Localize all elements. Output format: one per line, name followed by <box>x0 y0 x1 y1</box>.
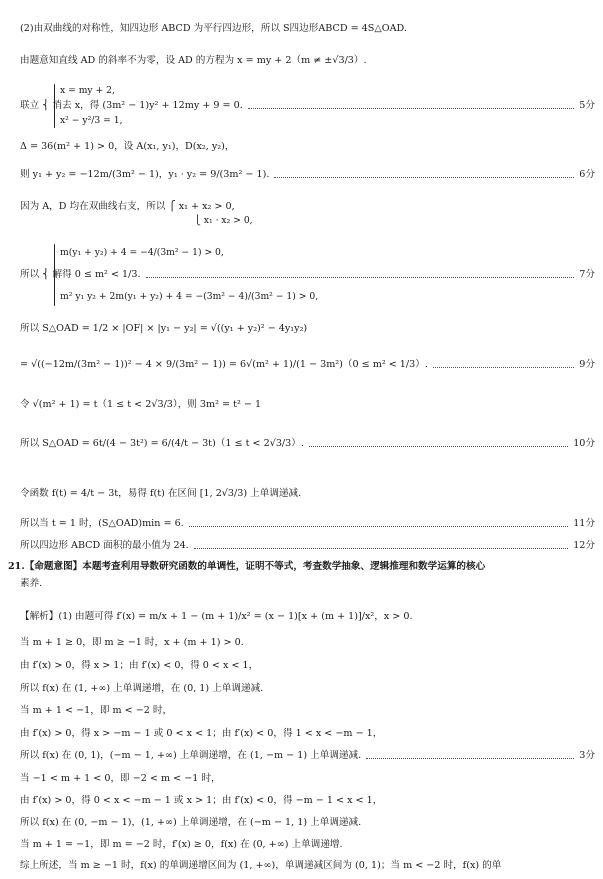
text-line: 由 f′(x) > 0，得 x > −m − 1 或 0 < x < 1；由 f′(x) < 0，得 1 < x < −m − 1， <box>20 728 383 739</box>
system-inequality-1: m(y₁ + y₂) + 4 = −4/(3m² − 1) > 0, <box>60 247 224 258</box>
text-line: 当 m + 1 = −1，即 m = −2 时，f′(x) ≥ 0，f(x) 在 (0, +∞) 上单调递增. <box>20 839 343 850</box>
text-line: 综上所述，当 m ≥ −1 时，f(x) 的单调递增区间为 (1, +∞)，单调递减区间为 (0, 1)；当 m < −2 时，f(x) 的单 <box>20 860 502 871</box>
text-line: 由 f′(x) > 0，得 0 < x < −m − 1 或 x > 1；由 f′(x) < 0，得 −m − 1 < x < 1， <box>20 795 383 806</box>
system-condition: ⎩ x₁ · x₂ > 0, <box>194 215 253 226</box>
leader-dots <box>309 446 568 447</box>
text-line: 素养. <box>20 578 43 589</box>
score-label: 10分 <box>573 438 595 449</box>
system-brace <box>54 244 55 306</box>
text-line: 则 y₁ + y₂ = −12m/(3m² − 1)，y₁ · y₂ = 9/(3m² − 1). 6分 <box>20 169 595 180</box>
text-line: 由 f′(x) > 0，得 x > 1；由 f′(x) < 0，得 0 < x < 1， <box>20 660 259 671</box>
score-label: 5分 <box>579 100 595 111</box>
score-label: 3分 <box>579 750 595 761</box>
text-line: 因为 A，D 均在双曲线右支，所以 ⎧ x₁ + x₂ > 0, <box>20 201 235 212</box>
text-line: 令函数 f(t) = 4/t − 3t，易得 f(t) 在区间 [1, 2√3/3) 上单调递减. <box>20 488 302 499</box>
score-label: 9分 <box>579 359 595 370</box>
text-line: 所以当 t = 1 时，(S△OAD)min = 6. 11分 <box>20 518 595 529</box>
text-line: = √((−12m/(3m² − 1))² − 4 × 9/(3m² − 1)) = 6√(m² + 1)/(1 − 3m²)（0 ≤ m² < 1/3）. 9分 <box>20 359 595 370</box>
text-line: (2)由双曲线的对称性，知四边形 ABCD 为平行四边形，所以 S四边形ABCD = 4S△OAD. <box>20 23 407 34</box>
text-line: Δ = 36(m² + 1) > 0，设 A(x₁, y₁)，D(x₂, y₂)， <box>20 141 235 152</box>
text-line: 当 m + 1 ≥ 0，即 m ≥ −1 时，x + (m + 1) > 0. <box>20 637 244 648</box>
score-label: 6分 <box>579 169 595 180</box>
text-line: 所以 S△OAD = 1/2 × |OF| × |y₁ − y₂| = √((y₁ + y₂)² − 4y₁y₂) <box>20 323 308 334</box>
leader-dots <box>433 367 574 368</box>
text-line: 所以四边形 ABCD 面积的最小值为 24. 12分 <box>20 540 595 551</box>
system-inequality-2: m² y₁ y₂ + 2m(y₁ + y₂) + 4 = −(3m² − 4)/(3m² − 1) > 0, <box>60 291 319 302</box>
problem-heading: 21.【命题意图】本题考查利用导数研究函数的单调性，证明不等式，考查数学抽象、逻辑推理和数学运算的核心 <box>8 561 486 572</box>
system-brace <box>54 84 55 128</box>
leader-dots <box>366 758 574 759</box>
leader-dots <box>274 177 574 178</box>
system-equation-1: x = my + 2, <box>60 85 115 96</box>
leader-dots <box>189 526 568 527</box>
text-line: 当 −1 < m + 1 < 0，即 −2 < m < −1 时， <box>20 773 221 784</box>
leader-dots <box>146 277 575 278</box>
text-line: 当 m + 1 < −1，即 m < −2 时， <box>20 705 173 716</box>
leader-dots <box>194 548 568 549</box>
text-line: 由题意知直线 AD 的斜率不为零，设 AD 的方程为 x = my + 2（m ≠ ±√3/3）. <box>20 55 367 66</box>
text-line: 所以 S△OAD = 6t/(4 − 3t²) = 6/(4/t − 3t)（1 ≤ t < 2√3/3）. 10分 <box>20 438 595 449</box>
text-line: 所以 f(x) 在 (1, +∞) 上单调递增，在 (0, 1) 上单调递减. <box>20 683 264 694</box>
system-equation-2: x² − y²/3 = 1, <box>60 115 123 126</box>
text-line: 联立 ⎨ 消去 x，得 (3m² − 1)y² + 12my + 9 = 0. 5分 <box>20 100 595 111</box>
score-label: 12分 <box>573 540 595 551</box>
text-line: 所以 f(x) 在 (0, −m − 1)，(1, +∞) 上单调递增，在 (−m − 1, 1) 上单调递减. <box>20 817 362 828</box>
text-line: 所以 f(x) 在 (0, 1)，(−m − 1, +∞) 上单调递增，在 (1, −m − 1) 上单调递减. 3分 <box>20 750 595 761</box>
leader-dots <box>248 108 574 109</box>
text-line: 所以 ⎨ 解得 0 ≤ m² < 1/3. 7分 <box>20 269 595 280</box>
score-label: 7分 <box>579 269 595 280</box>
analysis-heading: 【解析】(1) 由题可得 f′(x) = m/x + 1 − (m + 1)/x² = (x − 1)[x + (m + 1)]/x²，x > 0. <box>20 611 413 622</box>
text-line: 令 √(m² + 1) = t（1 ≤ t < 2√3/3），则 3m² = t² − 1 <box>20 399 262 410</box>
score-label: 11分 <box>573 518 595 529</box>
